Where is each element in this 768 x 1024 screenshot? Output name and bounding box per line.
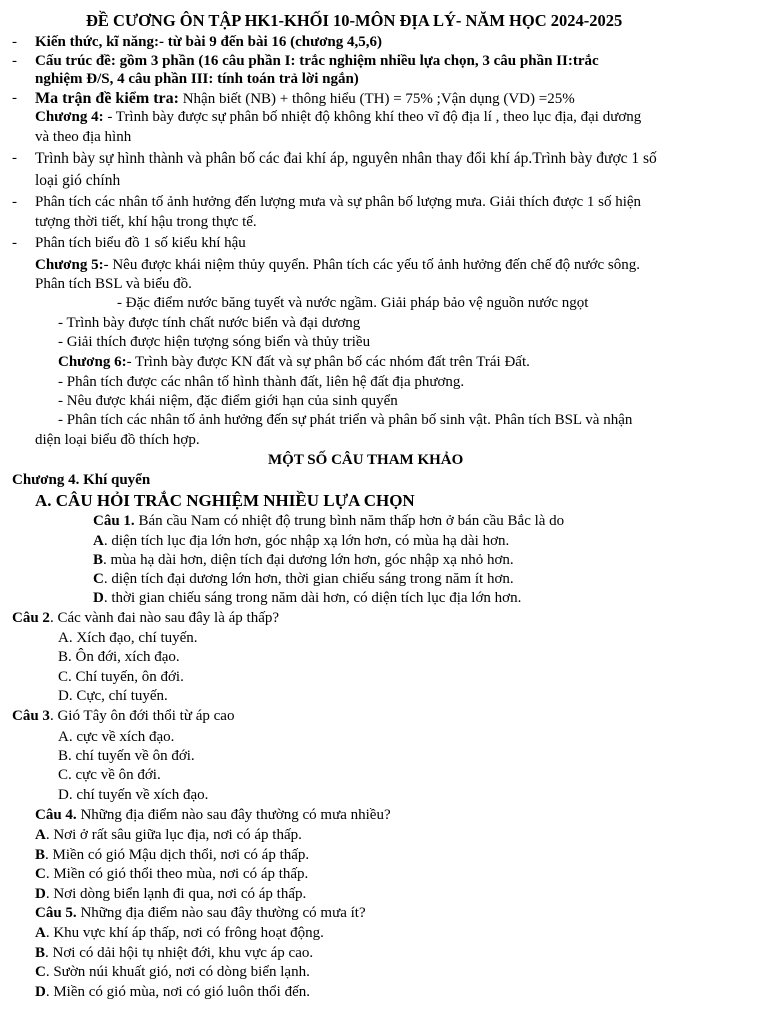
- chapter6-line-5: diện loại biểu đồ thích hợp.: [35, 432, 200, 448]
- question-1: [93, 512, 564, 531]
- question-1-text: Bán cầu Nam có nhiệt độ trung bình năm thấp hơn ở bán cầu Bắc là do: [134, 513, 565, 529]
- chapter5-label: Chương 5:: [35, 257, 104, 273]
- chapter6-line-2: - Phân tích được các nhân tố hình thành đất, liên hệ đất địa phương.: [58, 374, 465, 390]
- question-2: [12, 609, 279, 628]
- option-text: . Khu vực khí áp thấp, nơi có frông hoạt động.: [45, 925, 324, 941]
- option-key: A: [93, 533, 104, 549]
- q4-option-a: [35, 826, 302, 845]
- chapter4-text: - Trình bày được sự phân bố nhiệt độ không khí theo vĩ độ địa lí , theo lục địa, đại dương: [103, 109, 642, 125]
- question-4: [35, 806, 391, 825]
- q3-option-b: B. chí tuyến về ôn đới.: [58, 748, 195, 764]
- option-key: B: [93, 552, 104, 568]
- question-3: [12, 707, 234, 726]
- q2-option-b: B. Ôn đới, xích đạo.: [58, 649, 180, 665]
- question-3-text: . Gió Tây ôn đới thổi từ áp cao: [49, 708, 235, 724]
- bullet-dash: -: [12, 90, 17, 106]
- chapter4-bullet-1-cont: loại gió chính: [35, 172, 121, 189]
- bullet-dash: -: [12, 194, 17, 210]
- option-text: . thời gian chiếu sáng trong năm dài hơn, có diện tích lục địa lớn hơn.: [103, 590, 522, 606]
- matrix-label: Ma trận đề kiểm tra:: [35, 90, 179, 107]
- question-5: [35, 904, 366, 923]
- chapter4-line-2: và theo địa hình: [35, 129, 132, 145]
- q4-option-c: [35, 865, 308, 884]
- question-1-label: Câu 1.: [93, 513, 135, 529]
- question-2-label: Câu 2: [12, 610, 50, 626]
- option-text: . Nơi ở rất sâu giữa lục địa, nơi có áp thấp.: [45, 827, 302, 843]
- chapter4-line-1: [35, 108, 641, 127]
- chapter4-bullet-2: Phân tích các nhân tố ảnh hưởng đến lượng mưa và sự phân bố lượng mưa. Giải thích được 1 số hiện: [35, 194, 642, 210]
- chapter5-line-1: [35, 256, 640, 275]
- question-4-text: Những địa điểm nào sau đây thường có mưa nhiều?: [76, 807, 391, 823]
- chapter4-bullet-1: Trình bày sự hình thành và phân bố các đai khí áp, nguyên nhân thay đổi khí áp.Trình bày được 1 số: [35, 150, 657, 167]
- option-key: D: [93, 590, 104, 606]
- q1-option-a: [93, 532, 509, 551]
- bullet-dash: -: [12, 150, 17, 166]
- q3-option-a: A. cực về xích đạo.: [58, 729, 175, 745]
- chapter6-line-1: [58, 353, 530, 372]
- structure-line-1: Cấu trúc đề: gồm 3 phần (16 câu phần I: trắc nghiệm nhiều lựa chọn, 3 câu phần II:trắc: [35, 53, 599, 69]
- reference-heading: MỘT SỐ CÂU THAM KHẢO: [268, 452, 464, 468]
- option-key: C: [35, 964, 46, 980]
- q2-option-c: C. Chí tuyến, ôn đới.: [58, 669, 184, 685]
- chapter4-label: Chương 4:: [35, 109, 104, 125]
- option-text: . Nơi dòng biển lạnh đi qua, nơi có áp thấp.: [45, 886, 307, 902]
- q1-option-c: [93, 570, 514, 589]
- option-key: D: [35, 886, 46, 902]
- chapter5-line-5: - Giải thích được hiện tượng sóng biển và thủy triều: [58, 334, 371, 350]
- chapter5-line-2: Phân tích BSL và biểu đồ.: [35, 276, 192, 292]
- matrix-line: [35, 89, 575, 109]
- option-key: C: [35, 866, 46, 882]
- matrix-text: Nhận biết (NB) + thông hiểu (TH) = 75% ;Vận dụng (VD) =25%: [178, 91, 575, 107]
- document-title: ĐỀ CƯƠNG ÔN TẬP HK1-KHỐI 10-MÔN ĐỊA LÝ- NĂM HỌC 2024-2025: [86, 11, 623, 30]
- knowledge-line: Kiến thức, kĩ năng:- từ bài 9 đến bài 16 (chương 4,5,6): [35, 34, 383, 50]
- option-key: A: [35, 925, 46, 941]
- q4-option-b: [35, 846, 309, 865]
- question-3-label: Câu 3: [12, 708, 50, 724]
- q4-option-d: [35, 885, 306, 904]
- chapter5-line-3: - Đặc điểm nước băng tuyết và nước ngầm. Giải pháp bảo vệ nguồn nước ngọt: [117, 295, 589, 311]
- bullet-dash: -: [12, 34, 17, 50]
- option-key: A: [35, 827, 46, 843]
- q2-option-d: D. Cực, chí tuyến.: [58, 688, 168, 704]
- option-text: . Miền có gió Mậu dịch thổi, nơi có áp thấp.: [45, 847, 310, 863]
- q3-option-d: D. chí tuyến về xích đạo.: [58, 787, 209, 803]
- q3-option-c: C. cực về ôn đới.: [58, 767, 161, 783]
- question-5-label: Câu 5.: [35, 905, 77, 921]
- option-key: B: [35, 847, 46, 863]
- chapter6-line-4: - Phân tích các nhân tố ảnh hưởng đến sự phát triển và phân bố sinh vật. Phân tích BSL và nhận: [58, 412, 633, 428]
- option-key: D: [35, 984, 46, 1000]
- q5-option-a: [35, 924, 324, 943]
- q1-option-b: [93, 551, 514, 570]
- q5-option-b: [35, 944, 313, 963]
- option-key: C: [93, 571, 104, 587]
- chapter5-line-4: - Trình bày được tính chất nước biển và đại dương: [58, 315, 361, 331]
- option-text: . Miền có gió thổi theo mùa, nơi có áp thấp.: [45, 866, 309, 882]
- chapter6-text: - Trình bày được KN đất và sự phân bố các nhóm đất trên Trái Đất.: [126, 354, 530, 370]
- chapter-heading: Chương 4. Khí quyển: [12, 472, 151, 488]
- chapter4-bullet-2-cont: tượng thời tiết, khí hậu trong thực tế.: [35, 214, 257, 230]
- chapter4-bullet-3: Phân tích biểu đồ 1 số kiểu khí hậu: [35, 235, 246, 251]
- q5-option-c: [35, 963, 310, 982]
- q2-option-a: A. Xích đạo, chí tuyến.: [58, 630, 198, 646]
- option-text: . Nơi có dải hội tụ nhiệt đới, khu vực áp cao.: [45, 945, 314, 961]
- option-key: B: [35, 945, 46, 961]
- chapter6-line-3: - Nêu được khái niệm, đặc điểm giới hạn của sinh quyển: [58, 393, 398, 409]
- chapter5-text: - Nêu được khái niệm thủy quyển. Phân tích các yếu tố ảnh hưởng đến chế độ nước sông.: [103, 257, 640, 273]
- q1-option-d: [93, 589, 521, 608]
- question-5-text: Những địa điểm nào sau đây thường có mưa ít?: [76, 905, 366, 921]
- option-text: . Miền có gió mùa, nơi có gió luôn thổi đến.: [45, 984, 310, 1000]
- bullet-dash: -: [12, 235, 17, 251]
- option-text: . mùa hạ dài hơn, diện tích đại dương lớn hơn, góc nhập xạ nhỏ hơn.: [103, 552, 514, 568]
- option-text: . diện tích lục địa lớn hơn, góc nhập xạ lớn hơn, có mùa hạ dài hơn.: [103, 533, 510, 549]
- option-text: . Sườn núi khuất gió, nơi có dòng biển lạnh.: [45, 964, 310, 980]
- bullet-dash: -: [12, 53, 17, 69]
- q5-option-d: [35, 983, 310, 1002]
- option-text: . diện tích đại dương lớn hơn, thời gian chiếu sáng trong năm ít hơn.: [103, 571, 514, 587]
- section-a-heading: A. CÂU HỎI TRẮC NGHIỆM NHIỀU LỰA CHỌN: [35, 491, 415, 510]
- question-4-label: Câu 4.: [35, 807, 77, 823]
- question-2-text: . Các vành đai nào sau đây là áp thấp?: [49, 610, 280, 626]
- chapter6-label: Chương 6:: [58, 354, 127, 370]
- structure-line-2: nghiệm Đ/S, 4 câu phần III: tính toán trả lời ngắn): [35, 71, 359, 87]
